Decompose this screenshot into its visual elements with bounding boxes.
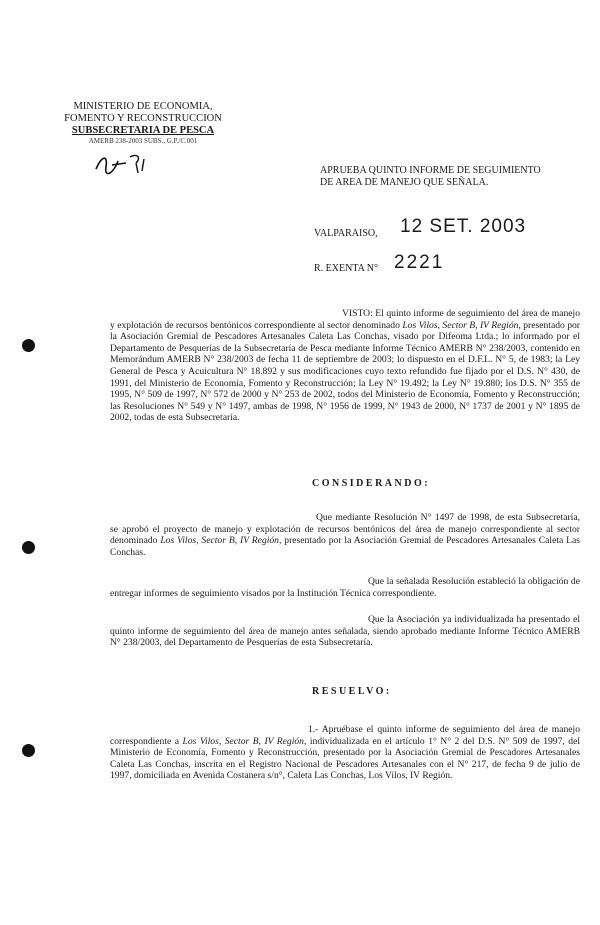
considerando-1-text-end: , presentado por la Asociación Gremial de Pescadores Artesanales Caleta Las Conchas. (110, 535, 581, 558)
considerando-1-sector: Los Vilos, Sector B, IV Región (160, 535, 279, 547)
considerando-1 (110, 512, 580, 558)
ministry-line-1: MINISTERIO DE ECONOMIA, (73, 101, 213, 112)
subject-line-1: APRUEBA QUINTO INFORME DE SEGUIMIENTO (320, 165, 541, 176)
punch-hole-middle (22, 541, 35, 554)
resolution-subject (320, 165, 570, 189)
city-label: VALPARAISO, (314, 228, 378, 239)
considerando-3 (110, 614, 580, 649)
subsecretaria-title: SUBSECRETARIA DE PESCA (71, 125, 215, 136)
resuelvo-1 (110, 724, 580, 782)
handwritten-initials (92, 151, 152, 177)
visto-text-1: VISTO: El quinto informe de seguimiento del área de manejo y explotación de recursos bentónicos correspondiente al sector denominado (110, 308, 580, 331)
punch-hole-bottom (22, 744, 35, 757)
visto-paragraph (110, 308, 580, 424)
resuelvo-1-sector: Los Vilos, Sector B, IV Región (182, 735, 304, 747)
resuelvo-heading: RESUELVO: (312, 686, 392, 697)
considerando-1-text: Que mediante Resolución N° 1497 de 1998, de esta Subsecretaría, se aprobó el proyecto de manejo y explotación de recursos bentónicos del área de manejo correspondiente al sector denominado (110, 512, 580, 547)
ministry-line-2: FOMENTO Y RECONSTRUCCION (64, 113, 222, 124)
resuelvo-1-text: 1.- Apruébase el quinto informe de seguimiento del área de manejo correspondiente a (110, 724, 580, 747)
considerando-3-text: Que la Asociación ya individualizada ha presentado el quinto informe de seguimiento del área de manejo antes señalada, siendo aprobado mediante Informe Técnico AMERB N° 238/2003, del Departamento de Pesquerías de esta Subsecretaría. (110, 614, 580, 649)
reference-code: AMERB 238-2003 SUBS., G.P./C.001 (88, 137, 198, 145)
considerando-2-text: Que la señalada Resolución estableció la obligación de entregar informes de seguimiento visados por la Institución Técnica correspondiente. (110, 576, 580, 599)
ministry-header (58, 101, 228, 146)
resuelvo-1-text-end: , individualizada en el artículo 1° N° 2 del D.S. N° 509 de 1997, del Ministerio de Economía, Fomento y Reconstrucción, presentado por la Asociación Gremial de Pescadores Artesanales Caleta Las Conchas, inscrita en el Registro Nacional de Pescadores Artesanales con el N° 217, de fecha 9 de julio de 1997, domiciliada en Avenida Costanera s/n°, Caleta Las Conchas, Los Vilos, IV Región. (110, 735, 580, 782)
visto-sector: Los Vilos, Sector B, IV Región (402, 319, 519, 331)
visto-text-2: , presentado por la Asociación Gremial de Pescadores Artesanales Caleta Las Conchas, visado por Difeoma Ltda.; lo informado por el Departamento de Pesquerías de la Subsecretaría de Pesca mediante Informe Técnico AMERB N° 238/2003, contenido en Memorándum AMERB N° 238/2003 de fecha 11 de septiembre de 2003; lo dispuesto en el D.F.L. N° 5, de 1983; la Ley General de Pesca y Acuicultura N° 18.892 y sus modificaciones cuyo texto refundido fue fijado por el D.S. N° 430, de 1991, del Ministerio de Economía, Fomento y Reconstrucción; la Ley N° 19.492; la Ley N° 19.880; los D.S. N° 355 de 1995, N° 509 de 1997, N° 572 de 2000 y N° 253 de 2002, todos del Ministerio de Economía, Fomento y Reconstrucción; las Resoluciones N° 549 y N° 1497, ambas de 1998, N° 1956 de 1999, N° 1943 de 2000, N° 1737 de 2001 y N° 1895 de 2002, todas de esta Subsecretaría. (110, 319, 580, 424)
subject-line-2: DE AREA DE MANEJO QUE SEÑALA. (320, 177, 489, 188)
resolution-number: 2221 (394, 252, 445, 273)
resolution-label: R. EXENTA N° (314, 263, 379, 274)
considerando-2 (110, 576, 580, 599)
considerando-heading: CONSIDERANDO: (312, 478, 431, 489)
stamped-date: 12 SET. 2003 (400, 216, 527, 237)
punch-hole-top (22, 339, 35, 352)
